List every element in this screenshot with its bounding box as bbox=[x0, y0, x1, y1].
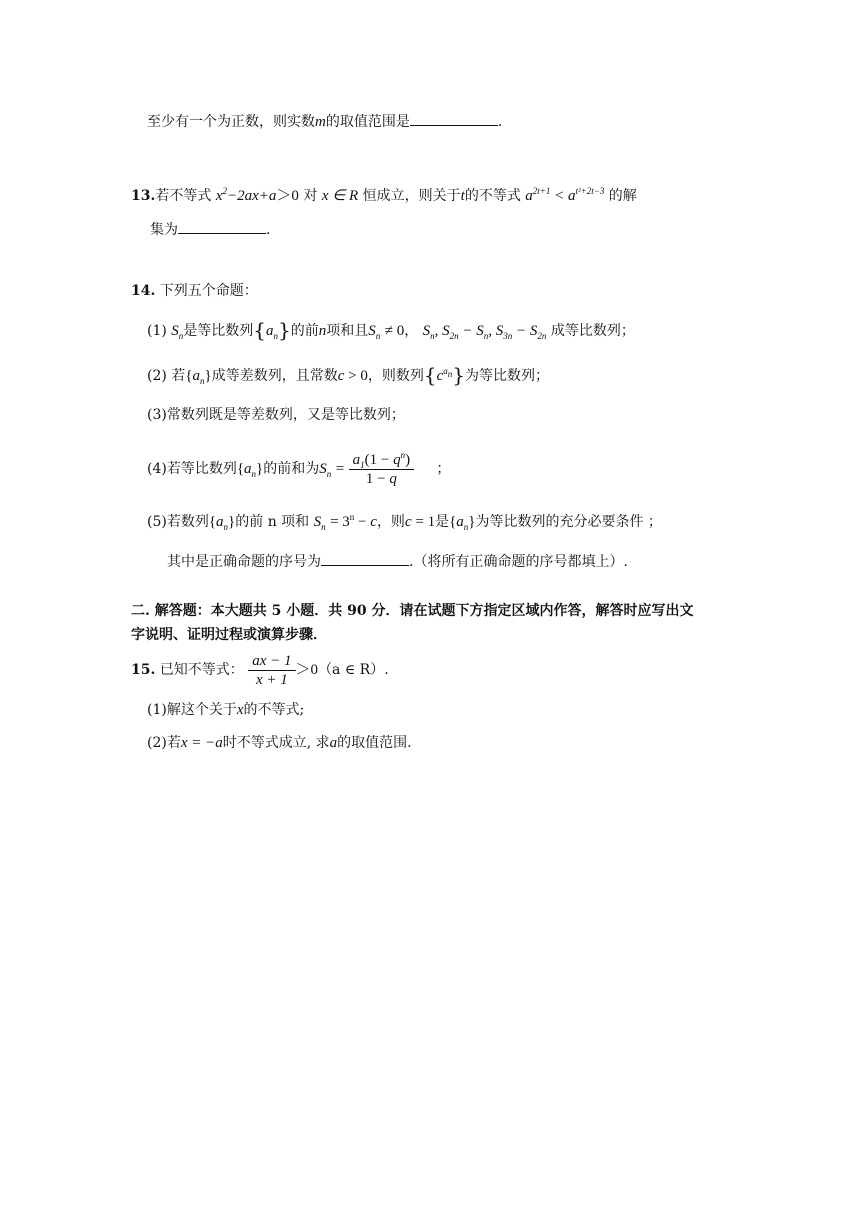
item-text: 常数列既是等差数列，又是等比数列； bbox=[166, 407, 405, 423]
q14-intro: 下列五个命题： bbox=[159, 283, 258, 299]
q14-number: 14. bbox=[131, 283, 156, 299]
answer-prompt: 其中是正确命题的序号为 bbox=[167, 554, 321, 570]
item-text: 是 bbox=[435, 514, 450, 530]
part-text: 时不等式成立, 求 bbox=[222, 735, 330, 751]
q12-var: m bbox=[315, 114, 326, 130]
item-text: ； bbox=[436, 461, 451, 477]
q14-item-5: (5)若数列$\{a_n\}$的前 n 项和 $S_n = 3^n - c$，则c = 1是$\{a_n\}$为等比数列的充分必要条件 ； bbox=[147, 512, 662, 532]
section-2-title-cont: 字说明、证明过程或演算步骤． bbox=[131, 627, 327, 643]
q15-relation: ＞0 bbox=[295, 662, 319, 678]
q12-text: 至少有一个为正数，则实数 bbox=[147, 114, 315, 130]
q13-var: t bbox=[460, 188, 465, 204]
item-text: 是等比数列 bbox=[183, 323, 254, 339]
item-text: 成等差数列，且常数 bbox=[211, 368, 338, 384]
q13-line2: 集为 . bbox=[150, 219, 270, 240]
q14-header bbox=[131, 281, 258, 301]
item-text: 为等比数列； bbox=[464, 368, 549, 384]
part-text: 解这个关于 bbox=[166, 702, 237, 718]
q14-answer-line bbox=[167, 551, 628, 572]
sum-formula: $\frac{a_1(1 - q^n)}{1 - q}$ bbox=[349, 451, 414, 488]
item-text: 成等比数列； bbox=[550, 323, 635, 339]
q13-exp-ineq: $a^{2t+1} < a^{t^2+2t-3}$ bbox=[525, 186, 605, 204]
q14-item-1: (1) $S_n$是等比数列$\{a_n\}$的前n项和且$S_n \ne 0$， $S_n$, $S_{2n} - S_n$, $S_{3n} - S_{2n}$ 成等比数列； bbox=[147, 318, 635, 342]
q13-number: 13. bbox=[131, 188, 156, 204]
item-text: 的前 n 项和 bbox=[235, 514, 310, 530]
q13-text: 对 bbox=[303, 188, 318, 204]
item-text: 若 bbox=[171, 368, 186, 384]
part-label: (2) bbox=[147, 735, 167, 751]
q15-numerator: ax − 1 bbox=[248, 652, 295, 671]
q15-intro: 已知不等式： bbox=[159, 662, 244, 678]
item-text: 的前 bbox=[290, 323, 319, 339]
item-label: (5) bbox=[147, 514, 167, 530]
item-text: 项和且 bbox=[326, 323, 369, 339]
item-label: (2) bbox=[147, 368, 167, 384]
q15-expr: x = −a bbox=[180, 735, 223, 751]
item-text: 若数列 bbox=[166, 514, 209, 530]
q13-domain: x ∈ R bbox=[321, 188, 359, 204]
part-text: 若 bbox=[166, 735, 181, 751]
item-text: 的前和为 bbox=[263, 461, 320, 477]
q15-number: 15. bbox=[131, 662, 156, 678]
item-text: ，则 bbox=[376, 514, 405, 530]
part-label: (1) bbox=[147, 702, 167, 718]
item-label: (4) bbox=[147, 461, 167, 477]
answer-blank[interactable] bbox=[178, 219, 266, 234]
item-text: 若等比数列 bbox=[166, 461, 237, 477]
q13-text: 的不等式 bbox=[464, 188, 521, 204]
part-text: 的取值范围. bbox=[337, 735, 412, 751]
item-label: (3) bbox=[147, 407, 167, 423]
q15-fraction bbox=[248, 652, 295, 689]
part-text: 的不等式; bbox=[243, 702, 305, 718]
q12-tail: 至少有一个为正数，则实数m的取值范围是 . bbox=[147, 111, 502, 132]
answer-blank[interactable] bbox=[321, 551, 409, 566]
q14-item-3 bbox=[147, 405, 405, 425]
q15-part-1: (1)解这个关于x的不等式; bbox=[147, 702, 305, 718]
q13-ineq: $x^2-2ax+a$ bbox=[215, 186, 277, 204]
item-text: 为等比数列的充分必要条件 ； bbox=[475, 514, 662, 530]
q13-text: 集为 bbox=[150, 222, 178, 238]
q15-part-2: (2)若x = −a时不等式成立, 求a的取值范围. bbox=[147, 735, 412, 751]
item-label: (1) bbox=[147, 323, 167, 339]
q15-condition: （a ∈ R）. bbox=[318, 662, 389, 678]
answer-blank[interactable] bbox=[410, 111, 498, 126]
q14-item-4: (4)若等比数列$\{a_n\}$的前和为$S_n$ = $\frac{a_1(1 - q^n)}{1 - q}$ ； bbox=[147, 449, 451, 487]
q13-text: 恒成立，则关于 bbox=[362, 188, 461, 204]
q13-text: 的解 bbox=[608, 188, 637, 204]
q14-item-2: (2) 若$\{a_n\}$成等差数列，且常数c > 0，则数列$\{c^{a_n}\}$为等比数列； bbox=[147, 363, 549, 387]
section-2-title: 二. 解答题：本大题共 5 小题．共 90 分．请在试题下方指定区域内作答，解答时应写出文 bbox=[131, 603, 694, 619]
item-text: ，则数列 bbox=[367, 368, 424, 384]
q13-line1: 13.若不等式 $x^2-2ax+a>0$ 对 x ∈ R 恒成立，则关于t的不等式 $a^{2t+1} < a^{t^2+2t-3}$ 的解 bbox=[131, 186, 637, 204]
q13-text: 若不等式 bbox=[155, 188, 212, 204]
q12-text-2: 的取值范围是 bbox=[325, 114, 410, 130]
q15-denominator: x + 1 bbox=[256, 671, 288, 688]
q15-stem bbox=[131, 648, 389, 692]
answer-hint: .（将所有正确命题的序号都填上）. bbox=[409, 554, 628, 570]
